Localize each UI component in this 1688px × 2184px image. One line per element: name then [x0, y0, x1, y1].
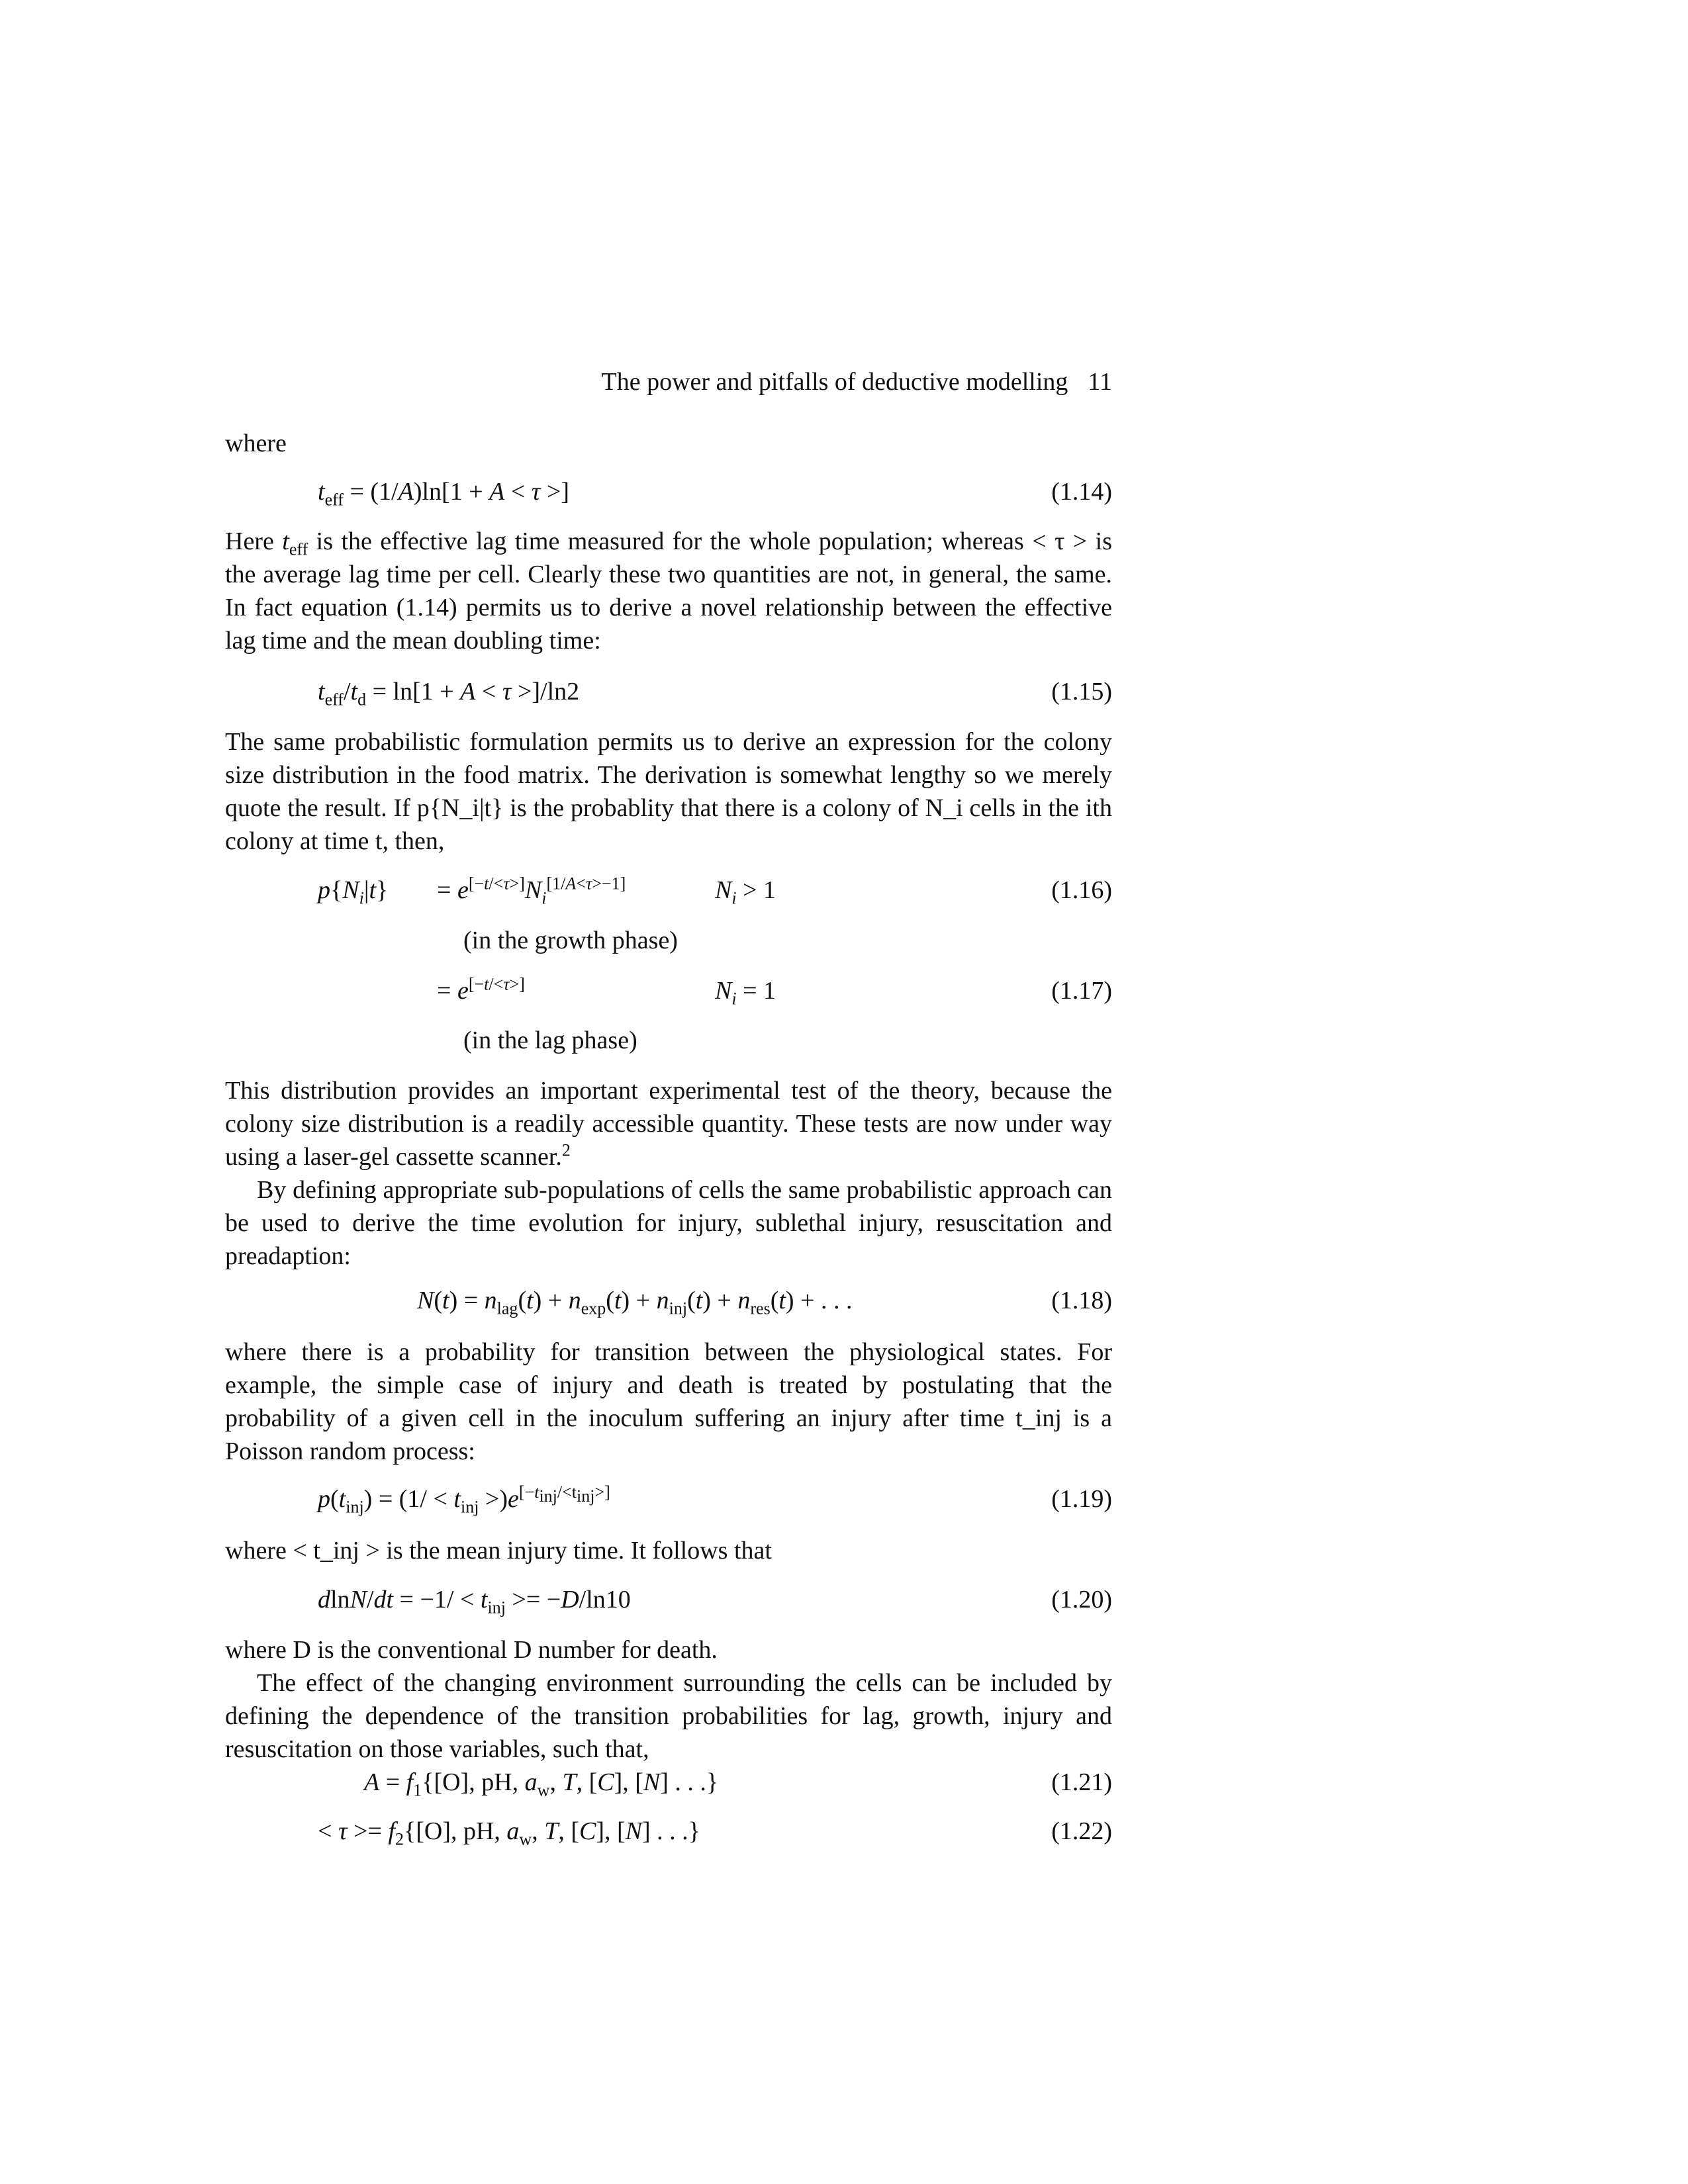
equation-1-19: $p(t_{inj}) = (1/ < t_{inj} >)e[-tinj/<tinj>]$ (1.19) [318, 1482, 1112, 1517]
paragraph-colony-size: The same probabilistic formulation permits us to derive an expression for the colony size distribution in the food matrix. The derivation is somewhat lengthy so we merely quote the result. If p{N_i|t} is the probablity that there is a colony of N_i cells in the ith colony at time t, then, [225, 728, 1112, 855]
paragraph-where: where [225, 430, 287, 457]
paragraph-mean-injury: where < t_inj > is the mean injury time. It follows that [225, 1537, 772, 1565]
lag-phase-note: (in the lag phase) [463, 1026, 637, 1054]
equation-1-18: $N(t) = n_{lag}(t) + n_{exp}(t) + n_{inj}(t) + n_{res}(t)$ + . . . (1.18) [225, 1284, 1112, 1317]
equation-1-16: $p\{N_i|t\}$ = $e[-t/<\tau>]N_i[1/A<\tau>-1]$ $N_i > 1$ (1.16) [318, 874, 1112, 908]
paragraph-d-number: where D is the conventional D number for death. [225, 1636, 718, 1664]
equation-number: (1.15) [1051, 678, 1112, 705]
equation-1-15: $t_{eff}/t_d = \ln[1 + A < \tau >]/\ln 2$ (1.15) [225, 675, 1112, 708]
page-number: 11 [1088, 368, 1112, 396]
running-header [225, 365, 1112, 398]
equation-1-21: $A = f_1\{[O]$, pH, $a_w$, T, [C], [N] . . .} (1.21) [225, 1766, 1112, 1799]
equation-number: (1.19) [1051, 1485, 1112, 1513]
equation-1-20: $dlnN/dt = -1/ < t_{inj} >= -D/\ln 10$ (1.20) [225, 1583, 1112, 1616]
growth-phase-note: (in the growth phase) [463, 927, 678, 954]
paragraph-environment: The effect of the changing environment surrounding the cells can be included by defining the dependence of the transition probabilities for lag, growth, injury and resuscitation on those variables, such that, [225, 1669, 1112, 1763]
equation-number: (1.16) [1051, 876, 1112, 904]
equation-number: (1.14) [1051, 478, 1112, 506]
equation-number: (1.17) [1051, 977, 1112, 1005]
equation-1-22: < $\tau >= f_2\{[O]$, pH, $a_w$, T, [C], [N] . . .} (1.22) [225, 1815, 1112, 1848]
paragraph-experimental-test: This distribution provides an important experimental test of the theory, because the colony size distribution is a readily accessible quantity. These tests are now under way using a laser-gel cassette scanner.$^2$ [225, 1077, 1112, 1171]
equation-1-14: $t_{eff} = (1/A)\ln[1 + A < \tau$ >] (1.14) [225, 475, 1112, 508]
equation-number: (1.21) [1051, 1768, 1112, 1796]
equation-number: (1.18) [1051, 1287, 1112, 1314]
paragraph-effective-lag: Here $t_{eff}$ is the effective lag time measured for the whole population; whereas < τ > is the average lag time per cell. Clearly these two quantities are not, in general, the same. In fact equation (1.14) permits us to derive a novel relationship between the effective lag time and the mean doubling time: [225, 527, 1112, 655]
equation-1-17: = e[−t/<τ>] $N_i = 1$ (1.17) [437, 974, 1112, 1009]
equation-number: (1.20) [1051, 1586, 1112, 1614]
equation-number: (1.22) [1051, 1817, 1112, 1845]
paragraph-transition: where there is a probability for transition between the physiological states. For example, the simple case of injury and death is treated by postulating that the probability of a given cell in the inoculum suffering an injury after time t_inj is a Poisson random process: [225, 1338, 1112, 1465]
paragraph-sub-populations: By defining appropriate sub-populations of cells the same probabilistic approach can be used to derive the time evolution for injury, sublethal injury, resuscitation and preadaption: [225, 1176, 1112, 1270]
header-title: The power and pitfalls of deductive modelling [601, 368, 1068, 396]
